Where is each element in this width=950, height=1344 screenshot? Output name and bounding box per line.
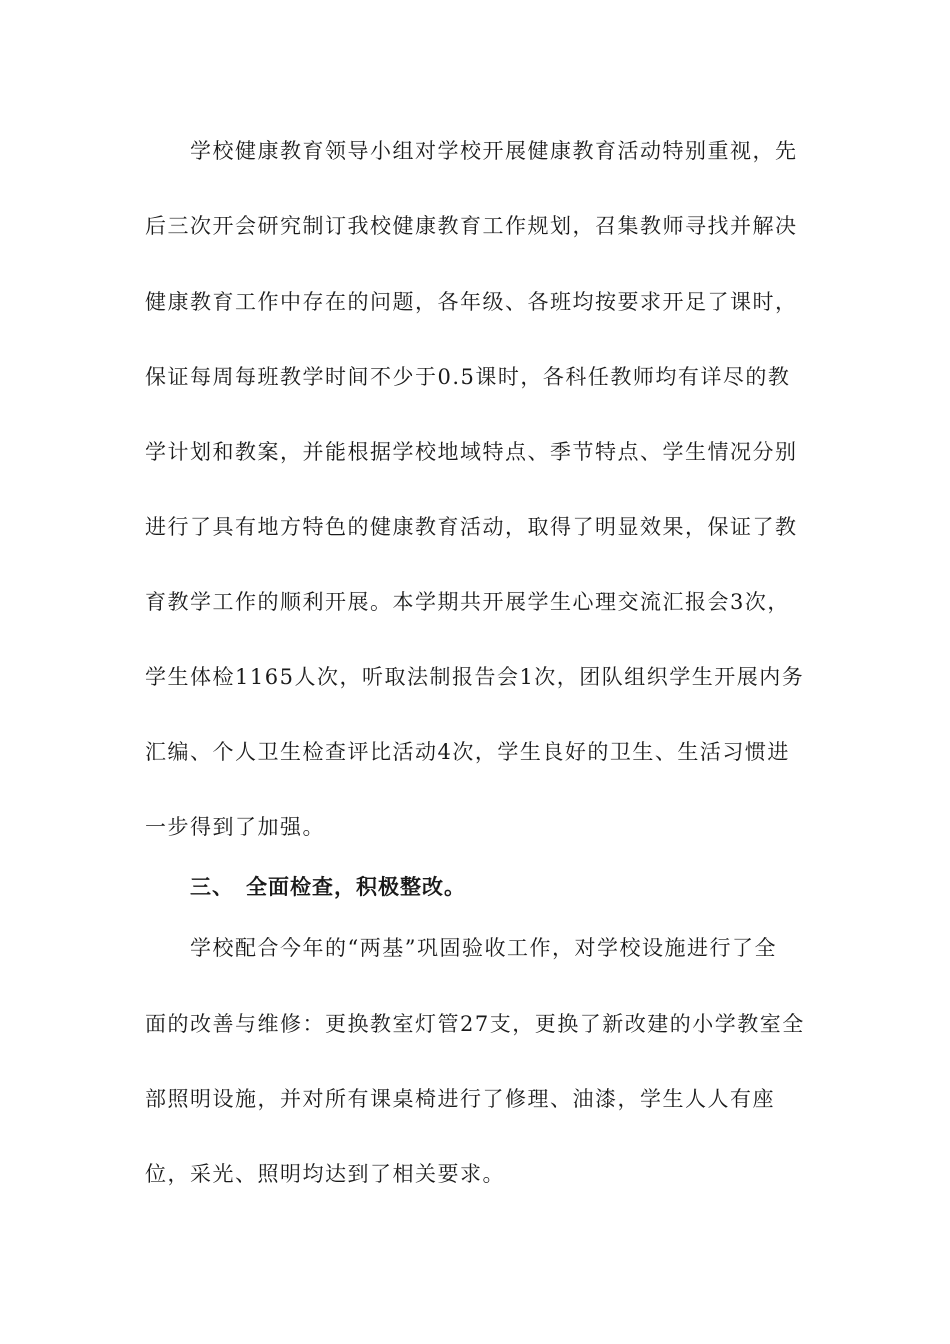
paragraph-1-line-4: 保证每周每班教学时间不少于0.5课时，各科任教师均有详尽的教 (145, 365, 791, 389)
paragraph-1-line-9: 汇编、个人卫生检查评比活动4次，学生良好的卫生、生活习惯进 (145, 740, 790, 764)
section-3-title: 全面检查，积极整改。 (246, 875, 466, 899)
paragraph-1-line-3: 健康教育工作中存在的问题，各年级、各班均按要求开足了课时， (145, 290, 798, 314)
paragraph-1-line-7: 育教学工作的顺利开展。本学期共开展学生心理交流汇报会3次， (145, 590, 790, 614)
paragraph-1-line-1: 学校健康教育领导小组对学校开展健康教育活动特别重视，先 (190, 139, 798, 163)
paragraph-1-line-10: 一步得到了加强。 (145, 815, 325, 839)
paragraph-1-line-6: 进行了具有地方特色的健康教育活动，取得了明显效果，保证了教 (145, 515, 798, 539)
paragraph-2-line-2: 面的改善与维修：更换教室灯管27支，更换了新改建的小学教室全 (145, 1012, 805, 1036)
paragraph-2-line-3: 部照明设施，并对所有课桌椅进行了修理、油漆，学生人人有座 (145, 1087, 775, 1111)
paragraph-2-line-1: 学校配合今年的“两基”巩固验收工作，对学校设施进行了全 (190, 936, 777, 960)
paragraph-1-line-8: 学生体检1165人次，听取法制报告会1次，团队组织学生开展内务 (145, 665, 805, 689)
section-3-heading (190, 872, 815, 902)
section-3-number: 三、 (190, 875, 234, 899)
paragraph-2-line-4: 位，采光、照明均达到了相关要求。 (145, 1162, 505, 1186)
paragraph-1-line-2: 后三次开会研究制订我校健康教育工作规划，召集教师寻找并解决 (145, 214, 798, 238)
paragraph-1-line-5: 学计划和教案，并能根据学校地域特点、季节特点、学生情况分别 (145, 440, 798, 464)
